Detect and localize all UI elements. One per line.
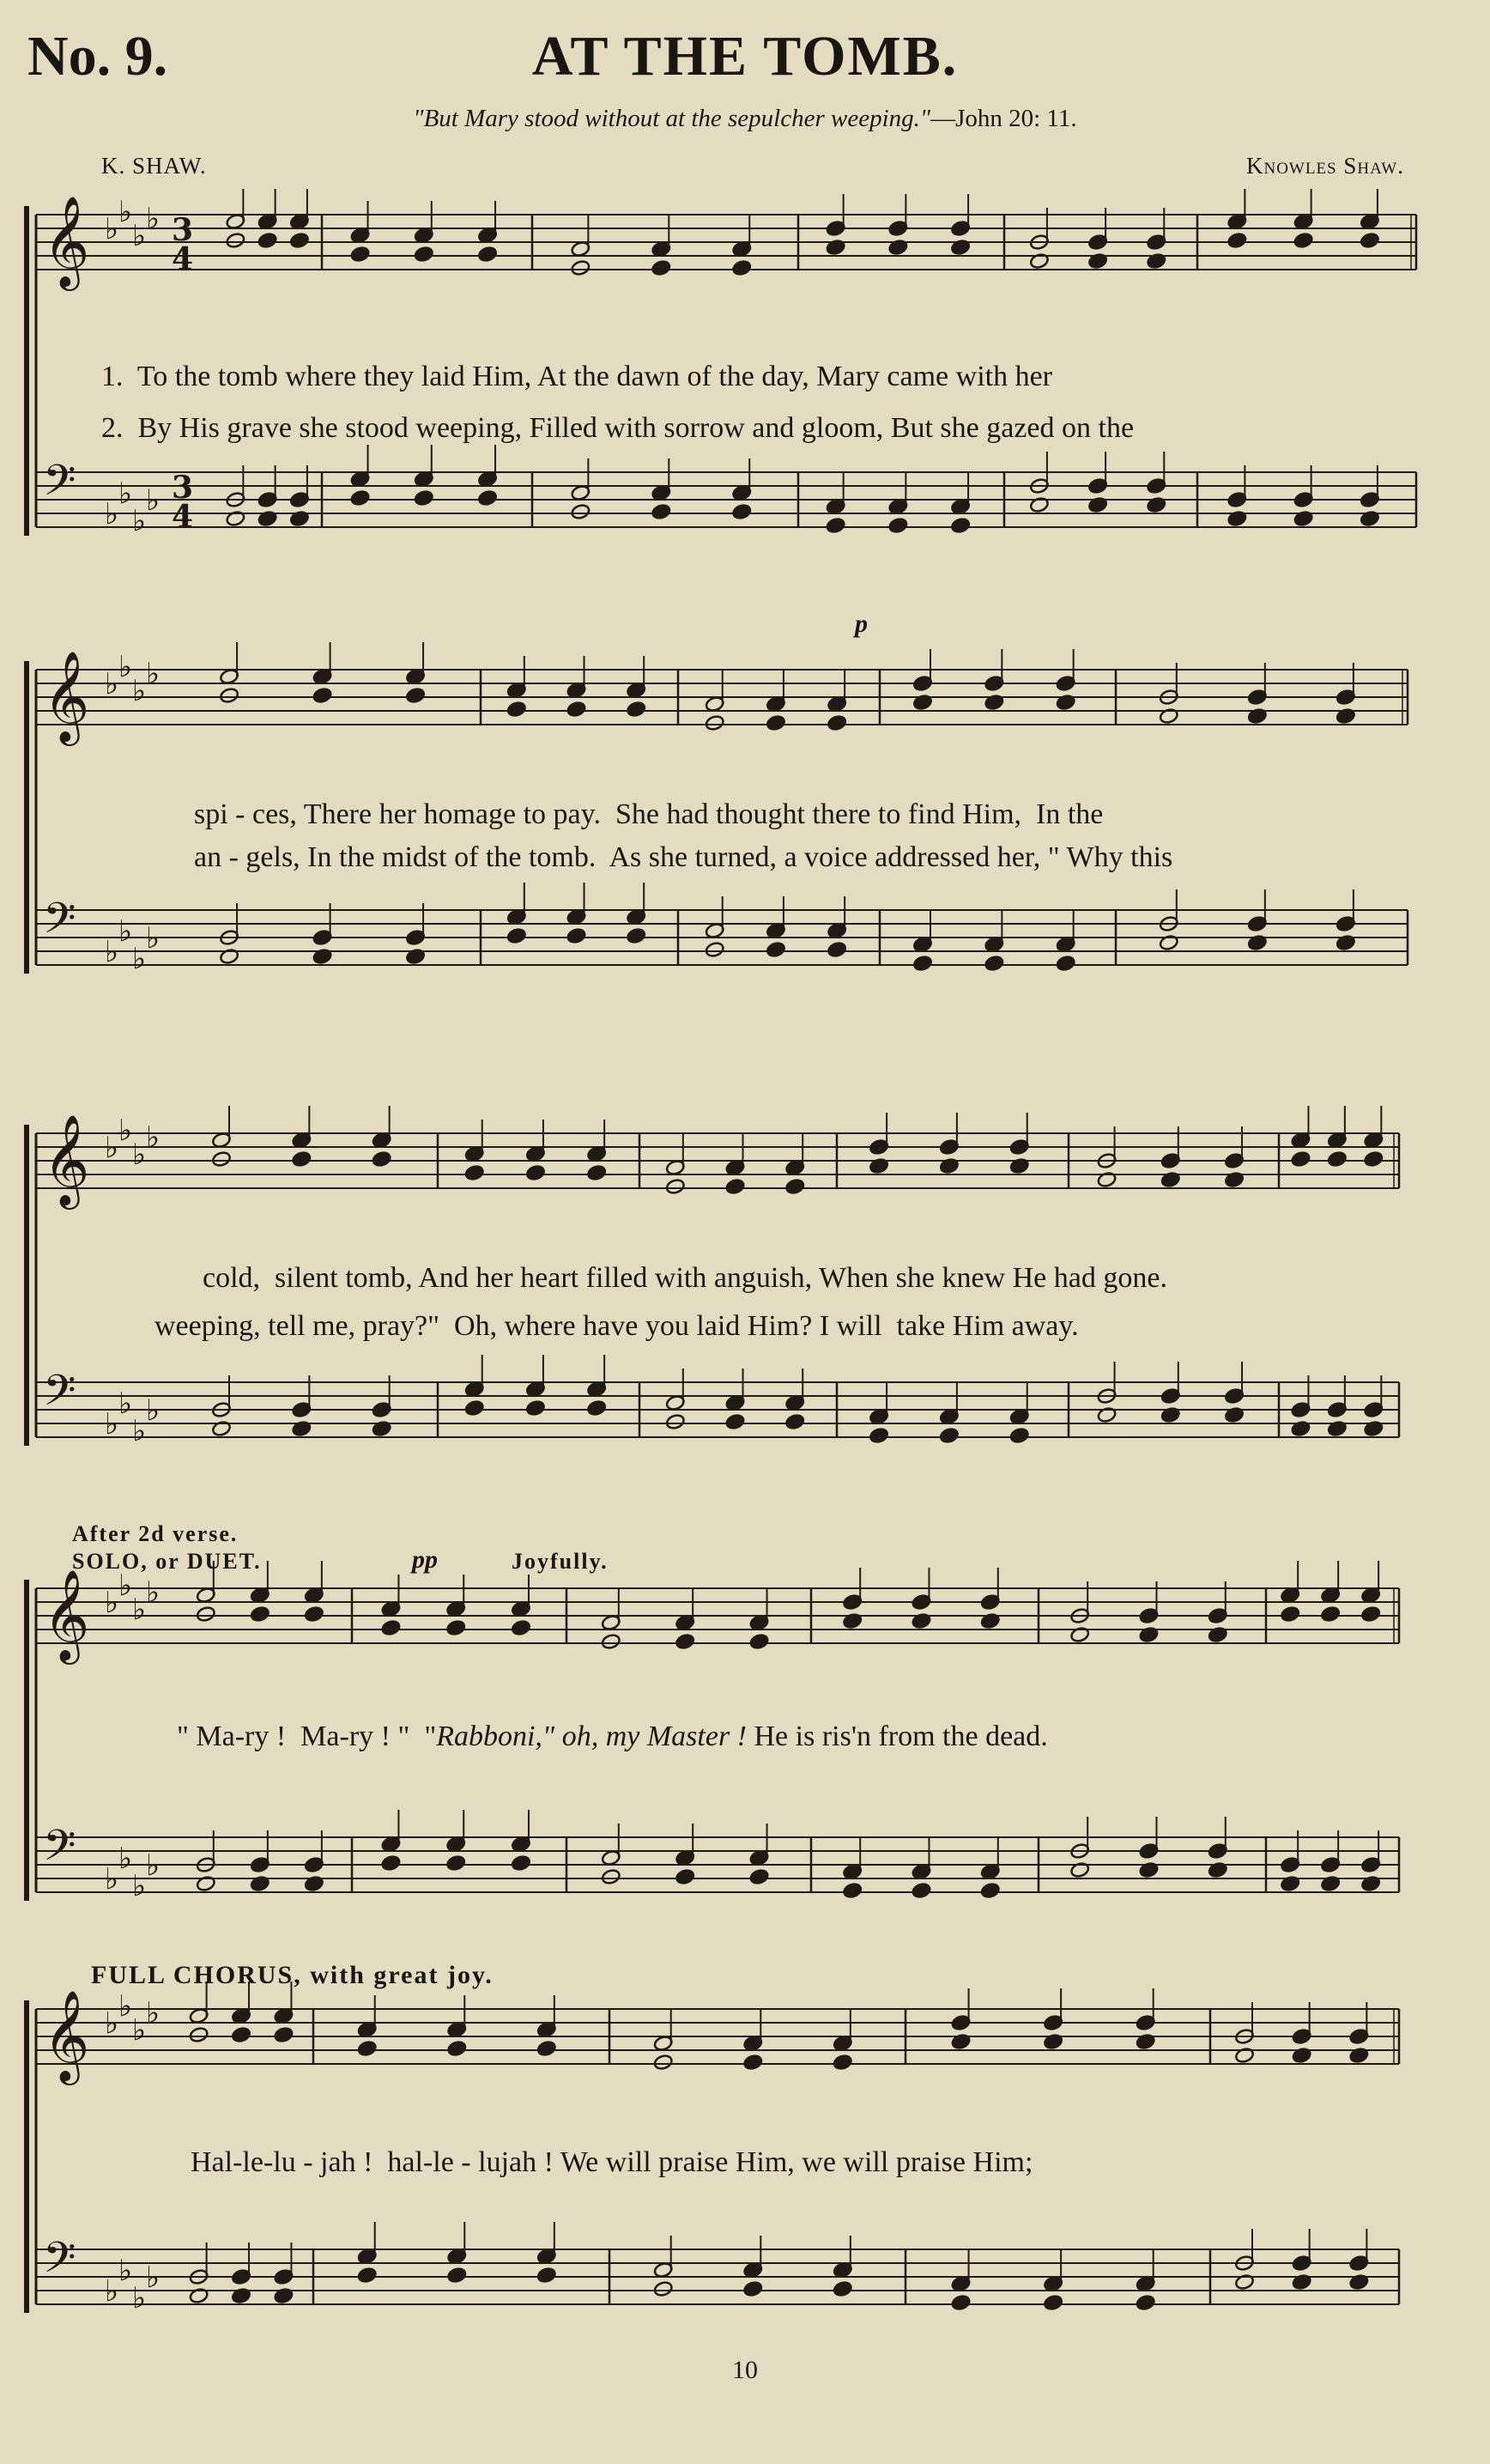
svg-text:♭: ♭ (146, 657, 161, 691)
svg-text:♭: ♭ (105, 2006, 119, 2041)
page-number: 10 (732, 2356, 758, 2384)
svg-text:♭: ♭ (146, 1575, 161, 1610)
direction-full-chorus: FULL CHORUS, with great joy. (91, 1961, 494, 1989)
svg-text:♭: ♭ (146, 2261, 161, 2295)
svg-text:♭: ♭ (105, 1131, 119, 1165)
music-system-2 (0, 610, 1490, 1022)
dynamic-pianissimo: pp (412, 1545, 438, 1574)
svg-text:♭: ♭ (146, 1393, 161, 1428)
epigraph-reference: —John 20: 11. (930, 105, 1077, 132)
svg-text:𝄞: 𝄞 (43, 650, 90, 742)
music-system-5 (0, 1957, 1490, 2335)
svg-text:♭: ♭ (146, 202, 161, 236)
verse-1-line-1: 1. To the tomb where they laid Him, At the dawn of the day, Mary came with her (101, 361, 1053, 392)
svg-text:𝄢: 𝄢 (43, 456, 76, 516)
svg-text:♭: ♭ (132, 1414, 147, 1448)
epigraph (0, 105, 1490, 133)
solo-lyric-line (177, 1721, 1048, 1753)
svg-text:𝄞: 𝄞 (43, 195, 90, 287)
svg-text:4: 4 (172, 241, 194, 277)
svg-text:♭: ♭ (118, 1569, 133, 1603)
chorus-lyric-line: Hal-le-lu - jah ! hal-le - lujah ! We will praise Him, we will praise Him; (191, 2146, 1033, 2178)
svg-text:𝄢: 𝄢 (43, 1821, 76, 1881)
svg-text:♭: ♭ (132, 1138, 147, 1172)
verse-1-line-3: cold, silent tomb, And her heart filled with anguish, When she knew He had gone. (203, 1262, 1167, 1294)
solo-lyric-italic: Rabboni," oh, my Master ! (436, 1721, 747, 1752)
svg-text:♭: ♭ (105, 667, 119, 701)
svg-text:♭: ♭ (132, 1869, 147, 1903)
svg-text:♭: ♭ (118, 1842, 133, 1876)
svg-text:4: 4 (172, 499, 194, 535)
svg-text:♭: ♭ (105, 1862, 119, 1897)
svg-text:♭: ♭ (105, 1586, 119, 1620)
svg-text:♭: ♭ (146, 1120, 161, 1155)
song-number: No. 9. (27, 25, 168, 88)
svg-text:𝄞: 𝄞 (43, 1114, 90, 1205)
music-system-4 (0, 1520, 1490, 1932)
svg-text:𝄢: 𝄢 (43, 894, 76, 954)
svg-text:♭: ♭ (146, 1848, 161, 1883)
svg-text:♭: ♭ (105, 212, 119, 246)
svg-text:♭: ♭ (132, 219, 147, 253)
direction-joyfully: Joyfully. (512, 1549, 609, 1574)
svg-text:♭: ♭ (105, 497, 119, 531)
svg-text:3: 3 (172, 212, 194, 248)
svg-text:♭: ♭ (132, 504, 147, 538)
song-title: AT THE TOMB. (531, 25, 959, 88)
svg-text:♭: ♭ (132, 2281, 147, 2315)
verse-2-line-1: 2. By His grave she stood weeping, Filled with sorrow and gloom, But she gazed on the (101, 412, 1135, 444)
solo-lyric-b: He is ris'n from the dead. (747, 1721, 1048, 1752)
svg-text:♭: ♭ (132, 942, 147, 976)
svg-text:♭: ♭ (146, 921, 161, 956)
svg-text:♭: ♭ (132, 1593, 147, 1627)
direction-after-2d-verse: After 2d verse. (72, 1521, 239, 1546)
svg-text:♭: ♭ (118, 914, 133, 949)
composer-credit: Knowles Shaw. (1245, 153, 1404, 179)
svg-text:♭: ♭ (118, 650, 133, 684)
svg-text:♭: ♭ (105, 2274, 119, 2309)
svg-text:♭: ♭ (105, 1407, 119, 1441)
direction-solo-duet: SOLO, or DUET. (72, 1549, 262, 1574)
svg-text:𝄞: 𝄞 (43, 1989, 90, 2081)
svg-text:𝄢: 𝄢 (43, 1366, 76, 1426)
svg-text:𝄞: 𝄞 (43, 1569, 90, 1660)
svg-text:♭: ♭ (118, 1114, 133, 1148)
verse-2-line-3: weeping, tell me, pray?" Oh, where have you laid Him? I will take Him away. (154, 1310, 1079, 1342)
verse-1-line-2: spi - ces, There her homage to pay. She had thought there to find Him, In the (194, 798, 1104, 830)
svg-text:♭: ♭ (118, 195, 133, 229)
svg-text:♭: ♭ (132, 2013, 147, 2048)
svg-text:♭: ♭ (146, 1996, 161, 2030)
dynamic-piano: p (855, 610, 868, 638)
svg-text:♭: ♭ (118, 1989, 133, 2024)
svg-text:♭: ♭ (146, 483, 161, 518)
music-system-3 (0, 1082, 1490, 1494)
svg-text:♭: ♭ (118, 1387, 133, 1421)
epigraph-quote: "But Mary stood without at the sepulcher weeping." (413, 105, 931, 132)
svg-text:♭: ♭ (118, 2254, 133, 2288)
svg-text:𝄢: 𝄢 (43, 2233, 76, 2293)
svg-text:♭: ♭ (132, 674, 147, 708)
lyricist-credit: K. SHAW. (101, 153, 207, 179)
music-system-1 (0, 189, 1490, 567)
svg-text:♭: ♭ (118, 476, 133, 511)
solo-lyric-a: " Ma-ry ! Ma-ry ! " " (177, 1721, 437, 1752)
svg-text:♭: ♭ (105, 935, 119, 969)
svg-text:3: 3 (172, 470, 194, 506)
verse-2-line-2: an - gels, In the midst of the tomb. As she turned, a voice addressed her, " Why this (194, 841, 1173, 873)
